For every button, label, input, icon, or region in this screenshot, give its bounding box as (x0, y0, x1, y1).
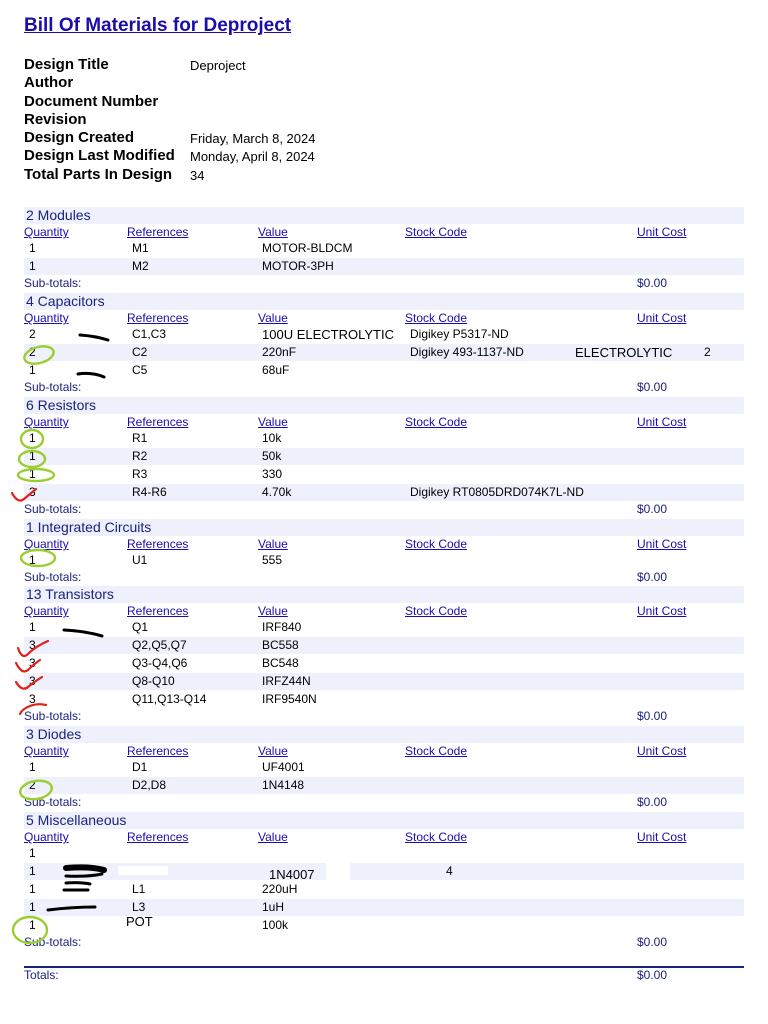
subtotal-label: Sub-totals: (24, 502, 82, 516)
subtotal-row (24, 276, 744, 292)
qty-cell: 3 (29, 485, 36, 499)
column-headers (24, 310, 744, 327)
section-integrated-circuits (24, 519, 744, 536)
meta-label: Design Created (24, 129, 135, 147)
quantity-header[interactable]: Quantity (24, 311, 69, 325)
ref-cell: R4-R6 (132, 485, 167, 499)
quantity-header[interactable]: Quantity (24, 604, 69, 618)
references-header[interactable]: References (127, 225, 189, 239)
section-modules (24, 207, 744, 224)
references-header[interactable]: References (127, 415, 189, 429)
value-header[interactable]: Value (258, 830, 288, 844)
subtotal-label: Sub-totals: (24, 709, 82, 723)
qty-cell: 1 (29, 467, 36, 481)
table-row (24, 258, 744, 275)
value-cell: 220nF (262, 345, 297, 359)
column-headers (24, 603, 744, 620)
table-row (24, 344, 744, 361)
qty-cell: 1 (29, 900, 36, 914)
stock-cell: Digikey 493-1137-ND (410, 345, 524, 359)
subtotal-amount: $0.00 (637, 795, 668, 809)
totals-row (24, 968, 744, 984)
table-row (24, 655, 744, 672)
stock-code-header[interactable]: Stock Code (405, 604, 468, 618)
qty-cell: 1 (29, 882, 36, 896)
column-headers (24, 829, 744, 846)
meta-label: Design Title (24, 56, 109, 73)
quantity-header[interactable]: Quantity (24, 830, 69, 844)
subtotal-amount: $0.00 (637, 570, 668, 584)
column-headers (24, 743, 744, 760)
table-row (24, 777, 744, 794)
ref-cell: R2 (132, 449, 148, 463)
value-cell: UF4001 (262, 760, 305, 774)
ref-cell: R3 (132, 467, 148, 481)
qty-cell: 3 (29, 674, 36, 688)
ref-cell: L3 (132, 900, 146, 914)
stock-cell: Digikey RT0805DRD074K7L-ND (410, 485, 584, 499)
meta-label: Total Parts In Design (24, 165, 173, 183)
table-row (24, 881, 744, 898)
value-cell: 100U ELECTROLYTIC (262, 327, 394, 342)
meta-label: Design Last Modified (24, 147, 175, 165)
table-row (24, 863, 744, 880)
table-row (24, 673, 744, 690)
qty-cell: 1 (29, 431, 36, 445)
ref-cell: Q11,Q13-Q14 (132, 692, 207, 706)
value-header[interactable]: Value (258, 311, 288, 325)
stock-code-header[interactable]: Stock Code (405, 830, 468, 844)
stock-cell: Digikey P5317-ND (410, 327, 509, 341)
value-cell: IRFZ44N (262, 674, 311, 688)
references-header[interactable]: References (127, 537, 189, 551)
subtotal-amount: $0.00 (637, 935, 668, 949)
table-row (24, 845, 744, 862)
subtotal-amount: $0.00 (637, 502, 668, 516)
references-header[interactable]: References (127, 604, 189, 618)
ref-cell: POT (126, 914, 153, 929)
unit-cost-header[interactable]: Unit Cost (637, 830, 687, 844)
table-row (24, 759, 744, 776)
unit-cost-header[interactable]: Unit Cost (637, 225, 687, 239)
section-resistors (24, 397, 744, 414)
qty-cell: 2 (29, 778, 36, 792)
value-header[interactable]: Value (258, 225, 288, 239)
table-row (24, 326, 744, 343)
column-headers (24, 414, 744, 431)
section-title: 13 Transistors (26, 586, 114, 602)
ref-cell: C1,C3 (132, 327, 167, 341)
value-header[interactable]: Value (258, 537, 288, 551)
column-headers (24, 224, 744, 241)
qty-cell: 3 (29, 638, 36, 652)
unit-cost-header[interactable]: Unit Cost (637, 415, 687, 429)
ref-cell: U1 (132, 553, 148, 567)
qty-cell: 3 (29, 656, 36, 670)
stock-code-header[interactable]: Stock Code (405, 537, 468, 551)
value-header[interactable]: Value (258, 744, 288, 758)
value-cell: 4.70k (262, 485, 292, 499)
unit-cost-header[interactable]: Unit Cost (637, 311, 687, 325)
qty-cell: 1 (29, 918, 36, 932)
page-title: Bill Of Materials for Deproject (24, 15, 292, 36)
value-cell: 1uH (262, 900, 285, 914)
table-row (24, 691, 744, 708)
qty-cell: 1 (29, 241, 36, 255)
ref-cell: M2 (132, 259, 149, 273)
meta-label: Document Number (24, 92, 159, 110)
quantity-header[interactable]: Quantity (24, 415, 69, 429)
subtotal-row (24, 380, 744, 396)
section-title: 3 Diodes (26, 726, 82, 742)
meta-value: 34 (190, 167, 205, 183)
table-row (24, 240, 744, 257)
table-row (24, 430, 744, 447)
subtotal-row (24, 935, 744, 951)
value-cell: IRF9540N (262, 692, 317, 706)
section-title: 5 Miscellaneous (26, 812, 127, 828)
value-cell: MOTOR-3PH (262, 259, 334, 273)
quantity-header[interactable]: Quantity (24, 225, 69, 239)
column-headers (24, 536, 744, 553)
meta-value: Friday, March 8, 2024 (190, 131, 316, 147)
table-row (24, 552, 744, 569)
stock-code-header[interactable]: Stock Code (405, 744, 468, 758)
quantity-header[interactable]: Quantity (24, 744, 69, 758)
value-header[interactable]: Value (258, 604, 288, 618)
ref-cell: Q2,Q5,Q7 (132, 638, 187, 652)
value-cell: 1N4007 (269, 867, 315, 882)
value-cell: MOTOR-BLDCM (262, 241, 353, 255)
ref-cell: Q1 (132, 620, 149, 634)
value-cell: 100k (262, 918, 289, 932)
table-row (24, 619, 744, 636)
value-cell: 330 (262, 467, 283, 481)
value-cell: 220uH (262, 882, 298, 896)
section-title: 2 Modules (26, 207, 91, 223)
meta-value: Monday, April 8, 2024 (190, 149, 315, 165)
value-cell: 68uF (262, 363, 290, 377)
qty-cell: 1 (29, 553, 36, 567)
subtotal-amount: $0.00 (637, 709, 668, 723)
table-row (24, 466, 744, 483)
qty-cell: 2 (29, 327, 36, 341)
meta-value: Deproject (190, 58, 246, 73)
section-title: 4 Capacitors (26, 293, 105, 309)
qty-cell: 1 (29, 449, 36, 463)
table-row (24, 484, 744, 501)
ref-cell: L1 (132, 882, 146, 896)
subtotal-row (24, 795, 744, 811)
extra-cell: 4 (446, 864, 453, 878)
quantity-header[interactable]: Quantity (24, 537, 69, 551)
ref-cell: D1 (132, 760, 148, 774)
ref-cell: Q3-Q4,Q6 (132, 656, 188, 670)
unit-cost-header[interactable]: Unit Cost (637, 744, 687, 758)
subtotal-row (24, 570, 744, 586)
subtotal-label: Sub-totals: (24, 380, 82, 394)
section-title: 1 Integrated Circuits (26, 519, 152, 535)
qty-cell: 1 (29, 846, 36, 860)
references-header[interactable]: References (127, 830, 189, 844)
qty-cell: 1 (29, 363, 36, 377)
stock-code-header[interactable]: Stock Code (405, 311, 468, 325)
subtotal-label: Sub-totals: (24, 795, 82, 809)
subtotal-amount: $0.00 (637, 276, 668, 290)
value-cell: 1N4148 (262, 778, 305, 792)
section-miscellaneous (24, 812, 744, 829)
qty-cell: 1 (29, 259, 36, 273)
section-capacitors (24, 293, 744, 310)
value-cell: 555 (262, 553, 283, 567)
ref-cell: C2 (132, 345, 148, 359)
subtotal-label: Sub-totals: (24, 276, 82, 290)
unit-cost-header[interactable]: Unit Cost (637, 604, 687, 618)
subtotal-row (24, 502, 744, 518)
table-row (24, 448, 744, 465)
ref-cell: M1 (132, 241, 149, 255)
ref-cell: D2,D8 (132, 778, 167, 792)
section-transistors (24, 586, 744, 603)
table-row (24, 637, 744, 654)
extra-qty-cell: 2 (704, 345, 711, 359)
section-title: 6 Resistors (26, 397, 97, 413)
totals-label: Totals: (24, 968, 59, 982)
value-cell: IRF840 (262, 620, 302, 634)
meta-label: Revision (24, 110, 87, 128)
value-cell: 50k (262, 449, 282, 463)
ref-cell: C5 (132, 363, 148, 377)
value-cell: 10k (262, 431, 282, 445)
subtotal-row (24, 709, 744, 725)
qty-cell: 3 (29, 692, 36, 706)
qty-cell: 1 (29, 864, 36, 878)
qty-cell: 1 (29, 760, 36, 774)
subtotal-label: Sub-totals: (24, 570, 82, 584)
ref-cell: R1 (132, 431, 148, 445)
qty-cell: 1 (29, 620, 36, 634)
references-header[interactable]: References (127, 311, 189, 325)
stock-code-header[interactable]: Stock Code (405, 415, 468, 429)
subtotal-amount: $0.00 (637, 380, 668, 394)
table-row (24, 362, 744, 379)
qty-cell: 2 (29, 345, 36, 359)
table-row (24, 914, 744, 934)
value-cell: BC548 (262, 656, 299, 670)
value-cell: BC558 (262, 638, 299, 652)
section-diodes (24, 726, 744, 743)
totals-amount: $0.00 (637, 968, 668, 982)
unit-cost-header[interactable]: Unit Cost (637, 537, 687, 551)
subtotal-label: Sub-totals: (24, 935, 82, 949)
references-header[interactable]: References (127, 744, 189, 758)
meta-label: Author (24, 74, 74, 92)
value-header[interactable]: Value (258, 415, 288, 429)
stock-code-header[interactable]: Stock Code (405, 225, 468, 239)
ref-cell: Q8-Q10 (132, 674, 175, 688)
extra-cell: ELECTROLYTIC (575, 345, 673, 360)
